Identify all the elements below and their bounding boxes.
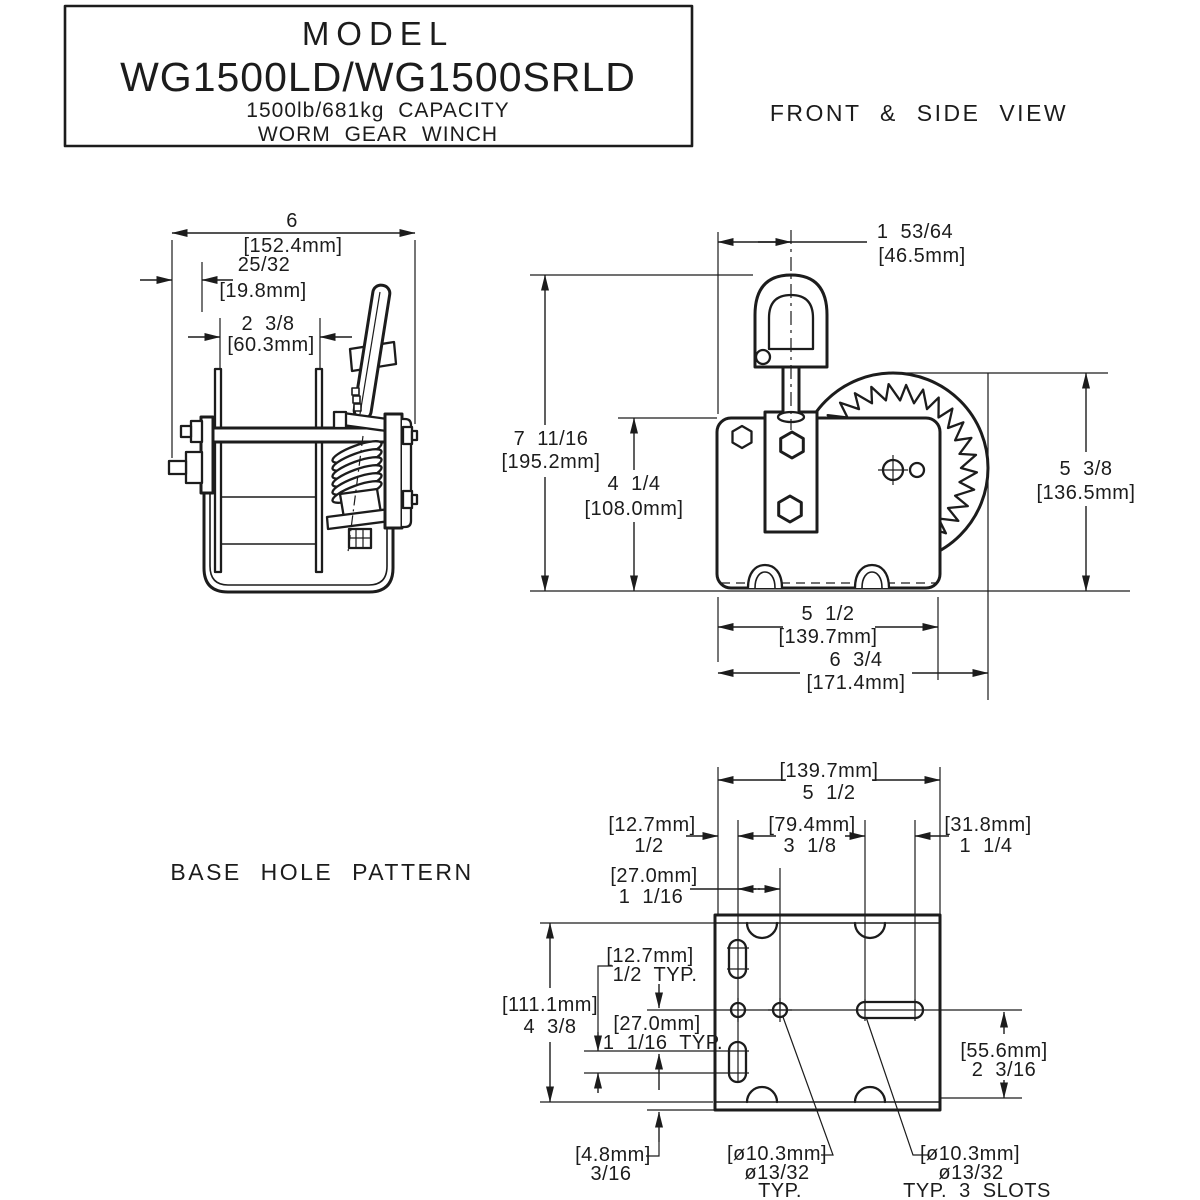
title-model-label: MODEL <box>301 15 455 52</box>
dim-text: 7 11/16 <box>513 428 589 450</box>
dim-text: 1 1/16 <box>618 886 684 908</box>
hex-bolt <box>779 496 802 522</box>
dim-text: [171.4mm] <box>806 672 906 694</box>
dim-text: [111.1mm] <box>501 994 599 1016</box>
dim-text: [139.7mm] <box>779 760 879 782</box>
dim-text: 1 1/4 <box>959 835 1013 857</box>
title-block <box>65 6 692 146</box>
dim-text: 2 3/16 <box>971 1059 1037 1081</box>
worm-shaft-stub <box>349 529 371 548</box>
dim-text: [12.7mm] <box>606 945 694 967</box>
dim-text: 1/2 TYP. <box>612 964 698 986</box>
dim-text: [46.5mm] <box>878 245 966 267</box>
dim-text: 5 1/2 <box>801 603 855 625</box>
gear-housing-plate <box>385 414 402 528</box>
front-side-view-label: FRONT & SIDE VIEW <box>769 100 1069 126</box>
dim-text: 6 <box>286 210 298 232</box>
dim-text: [55.6mm] <box>960 1040 1048 1062</box>
base-plate <box>715 915 940 1110</box>
dim-text: 4 1/4 <box>607 473 661 495</box>
bolt-head <box>403 491 412 508</box>
dim-text: [12.7mm] <box>608 814 696 836</box>
bolt-tip <box>412 431 417 440</box>
dim-text: [27.0mm] <box>613 1013 701 1035</box>
dim-text: 25/32 <box>237 254 291 276</box>
dim-text: [ø10.3mm] <box>919 1143 1021 1165</box>
drum-flange-right <box>316 369 322 572</box>
dim-text: [79.4mm] <box>768 814 856 836</box>
base-hole-pattern-label: BASE HOLE PATTERN <box>170 859 474 885</box>
dim-text: 1/2 <box>634 835 664 857</box>
bolt-shaft <box>181 426 191 437</box>
dim-text: ø13/32 <box>744 1162 810 1184</box>
dim-text: [195.2mm] <box>501 451 601 473</box>
dim-text: TYP. 3 SLOTS <box>903 1180 1051 1200</box>
hex-bolt <box>733 426 752 448</box>
leader-line <box>598 966 613 1032</box>
dim-text: 1 53/64 <box>876 221 954 243</box>
dim-text: ø13/32 <box>938 1162 1004 1184</box>
bolt-head <box>186 452 202 483</box>
dim-text: 3 1/8 <box>783 835 837 857</box>
title-model-numbers: WG1500LD/WG1500SRLD <box>120 54 636 100</box>
bolt-head <box>191 421 202 442</box>
dim-text: [4.8mm] <box>575 1144 651 1166</box>
front-view-body <box>717 230 988 588</box>
hex-bolt <box>781 432 804 458</box>
drum-flange-left <box>215 369 221 572</box>
dim-text: [60.3mm] <box>227 334 315 356</box>
dim-text: 4 3/8 <box>523 1016 577 1038</box>
dim-text: TYP. <box>758 1180 802 1200</box>
dim-text: [136.5mm] <box>1036 482 1136 504</box>
base-hole-pattern <box>502 760 1051 1200</box>
ratchet-tooth <box>353 396 360 403</box>
worm-bracket <box>327 509 390 529</box>
dim-text: 1 1/16 TYP. <box>602 1032 724 1054</box>
dim-text: [19.8mm] <box>219 280 307 302</box>
dim-text: [ø10.3mm] <box>726 1143 828 1165</box>
dim-text: [139.7mm] <box>778 626 878 648</box>
dim-text: 6 3/4 <box>829 649 883 671</box>
dim-text: 5 1/2 <box>802 782 856 804</box>
handle <box>334 284 402 433</box>
dim-text: [152.4mm] <box>243 235 343 257</box>
dim-text: [31.8mm] <box>944 814 1032 836</box>
bolt-tip <box>412 495 417 504</box>
pin-hole <box>910 463 924 477</box>
front-view <box>502 221 1136 700</box>
pawl-block <box>334 412 346 428</box>
ratchet-tooth <box>352 388 359 395</box>
ratchet-tooth <box>354 404 361 411</box>
shackle-pin <box>756 350 770 364</box>
bolt-head <box>403 427 412 444</box>
dim-text: 3/16 <box>590 1163 632 1185</box>
dim-text: [27.0mm] <box>610 865 698 887</box>
side-view <box>140 210 417 592</box>
dim-text: 5 3/8 <box>1059 458 1113 480</box>
dim-text: [108.0mm] <box>584 498 684 520</box>
tie-bar <box>212 428 388 442</box>
dim-text: 2 3/8 <box>241 313 295 335</box>
title-capacity: 1500lb/681kg CAPACITY <box>246 99 510 122</box>
bolt-shaft <box>169 461 186 474</box>
title-product: WORM GEAR WINCH <box>257 123 499 146</box>
